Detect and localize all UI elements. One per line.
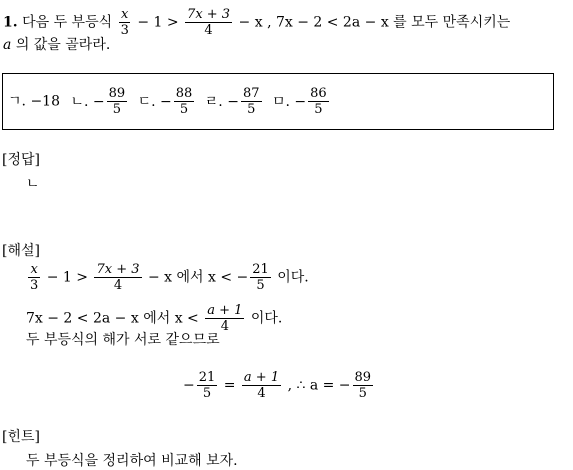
choice-5: ㅁ. − $\frac{86}{5}$ [271, 86, 327, 117]
answer-value: ㄴ [26, 176, 40, 192]
choices-row [8, 86, 331, 117]
choice-1: ㄱ. −18 [8, 93, 60, 110]
hint-text: 두 부등식을 정리하여 비교해 보자. [26, 453, 238, 469]
problem-number: 1. [3, 14, 18, 31]
solution-line-2: 7x − 2 < 2a − x 에서 x < $\frac{a + 1}{4}$ 이다. [26, 303, 283, 334]
problem-line-2: a 의 값을 골라라. [3, 37, 111, 53]
solution-heading: [해설] [2, 243, 40, 259]
choice-4: ㄹ. − $\frac{87}{5}$ [204, 86, 260, 117]
solution-equation: − $\frac{21}{5}$ = $\frac{a + 1}{4}$ , ∴ a = − $\frac{89}{5}$ [183, 370, 372, 401]
problem-line-1: 1. 다음 두 부등식 $\frac{x}{3}$ − 1 > $\frac{7x + 3}{4}$ − x , 7x − 2 < 2a − x 를 모두 만족시키는 [3, 7, 511, 38]
hint-heading: [힌트] [2, 429, 40, 445]
solution-line-3: 두 부등식의 해가 서로 같으므로 [26, 332, 220, 348]
fraction: $\frac{7x + 3}{4}$ [187, 7, 231, 38]
choice-3: ㄷ. − $\frac{88}{5}$ [137, 86, 193, 117]
problem-intro: 다음 두 부등식 [22, 14, 113, 31]
inequality-2: , 7x − 2 < 2a − x [267, 14, 389, 31]
solution-line-1: $\frac{x}{3}$ − 1 > $\frac{7x + 3}{4}$ − x 에서 x < − $\frac{21}{5}$ 이다. [30, 262, 309, 293]
choice-2: ㄴ. − $\frac{89}{5}$ [70, 86, 126, 117]
answer-heading: [정답] [2, 152, 40, 168]
fraction: $\frac{x}{3}$ [120, 7, 129, 38]
